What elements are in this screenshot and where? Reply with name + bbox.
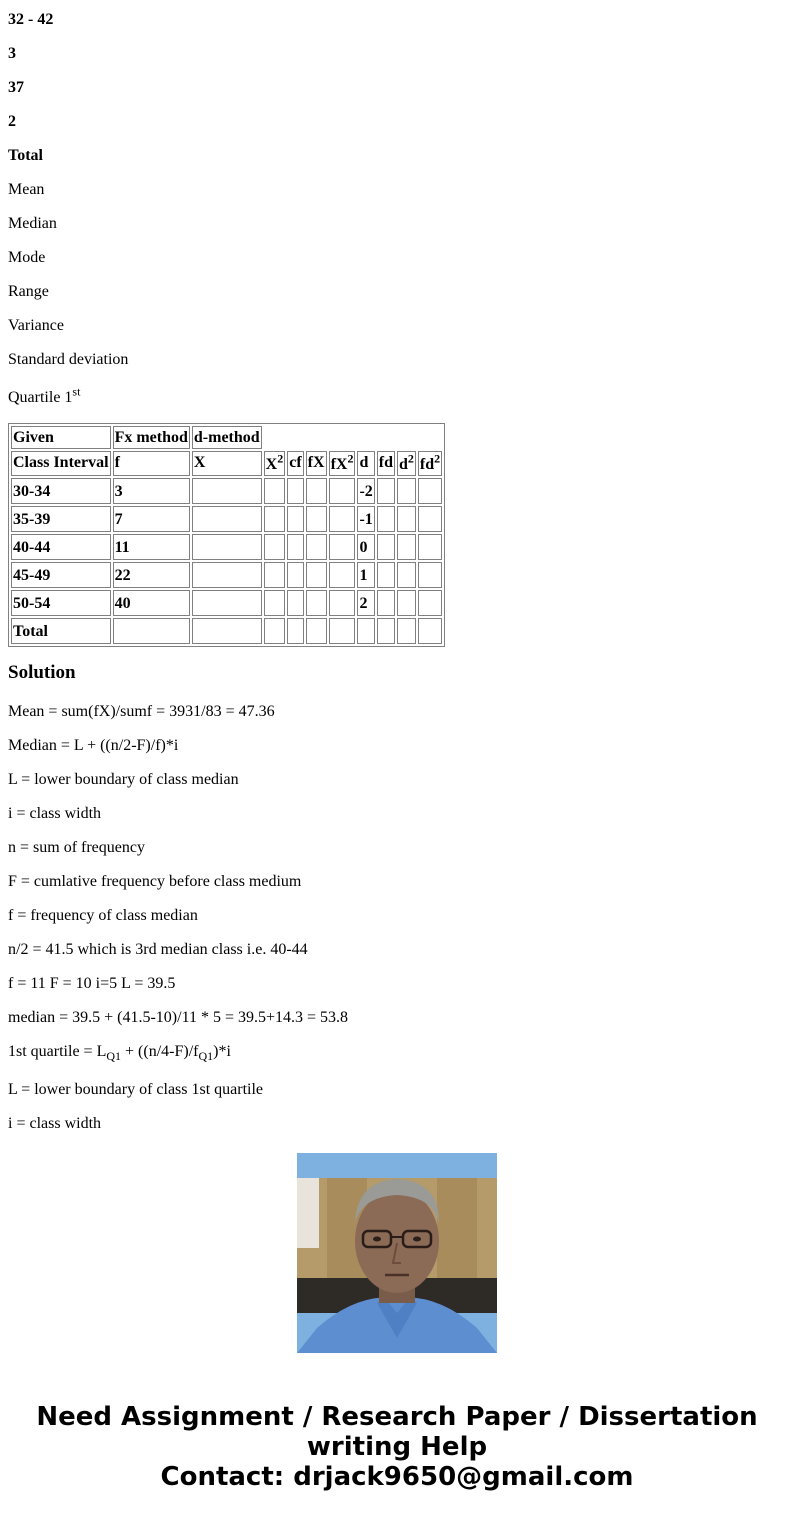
banner-contact-email: Contact: drjack9650@gmail.com [160,1462,634,1492]
n-definition: n = sum of frequency [8,839,145,856]
cell-x [192,590,262,616]
cell-x [192,534,262,560]
cell-x2 [264,478,286,504]
cell-interval: 50-54 [11,590,111,616]
n-half-line: n/2 = 41.5 which is 3rd median class i.e. 40-44 [8,941,308,958]
cell-fx2 [329,478,356,504]
cell-d2 [397,478,416,504]
cell-interval: Total [11,618,111,644]
header-fx: fX [306,451,327,476]
cell-x2 [264,506,286,532]
cell-cf [287,562,303,588]
cell-x2 [264,534,286,560]
cf-definition: F = cumlative frequency before class medium [8,873,302,890]
measure-mean: Mean [8,181,45,198]
cell-d2 [397,534,416,560]
quartile-sup: st [72,384,81,399]
header-empty [264,426,442,449]
measure-range: Range [8,283,49,300]
author-photo [297,1153,497,1353]
header-fd: fd [377,451,395,476]
cell-fx [306,478,327,504]
header-d2-base: d [399,456,408,473]
cell-fx [306,562,327,588]
cell-f: 40 [113,590,190,616]
header-x2-sup: 2 [277,451,284,466]
q1-sub: Q1 [198,1049,214,1064]
header-given: Given [11,426,111,449]
header-d: d [357,451,374,476]
cell-x [192,618,262,644]
q1-mid: + ((n/4-F)/f [121,1043,199,1060]
cell-fx [306,618,327,644]
cell-fd2 [418,618,442,644]
header-fx-method: Fx method [113,426,190,449]
header-x2-base: X [265,456,278,473]
header-fx2 [329,451,356,476]
cell-x [192,562,262,588]
cell-cf [287,506,303,532]
header-d2-sup: 2 [407,451,414,466]
table-row [11,590,442,616]
cell-fd [377,590,395,616]
measure-mode: Mode [8,249,46,266]
header-fx2-sup: 2 [347,451,354,466]
cell-f: 22 [113,562,190,588]
cell-fx2 [329,562,356,588]
cell-cf [287,478,303,504]
cell-fd2 [418,506,442,532]
header-cf: cf [287,451,303,476]
median-formula: Median = L + ((n/2-F)/f)*i [8,737,179,754]
l-definition: L = lower boundary of class median [8,771,239,788]
table-total-row [11,618,442,644]
cell-interval: 45-49 [11,562,111,588]
values-line: f = 11 F = 10 i=5 L = 39.5 [8,975,176,992]
cell-d: -1 [357,506,374,532]
cell-d2 [397,590,416,616]
f-definition: f = frequency of class median [8,907,198,924]
cell-f: 7 [113,506,190,532]
cell-fd2 [418,562,442,588]
q1-formula [8,1043,231,1064]
solution-heading: Solution [8,662,76,683]
cell-d: 2 [357,590,374,616]
cell-fx2 [329,618,356,644]
cell-fd2 [418,478,442,504]
cell-fx2 [329,506,356,532]
cell-fd [377,506,395,532]
median-calculation: median = 39.5 + (41.5-10)/11 * 5 = 39.5+14.3 = 53.8 [8,1009,349,1026]
banner-line-2: writing Help [306,1432,488,1462]
q1-i-definition: i = class width [8,1115,102,1132]
cell-fd [377,618,395,644]
text-line: 3 [8,45,16,62]
header-fd2-sup: 2 [434,451,441,466]
text-line: 32 - 42 [8,11,54,28]
header-x2 [264,451,286,476]
i-definition: i = class width [8,805,102,822]
table-header-row [11,451,442,476]
portrait-image [297,1153,497,1353]
cell-d: 1 [357,562,374,588]
header-fd2-base: fd [419,456,435,473]
cell-fd [377,534,395,560]
banner-line-1: Need Assignment / Research Paper / Dissertation [36,1402,758,1432]
cell-cf [287,534,303,560]
cell-cf [287,618,303,644]
cell-d2 [397,562,416,588]
cell-interval: 35-39 [11,506,111,532]
cell-d2 [397,618,416,644]
cell-cf [287,590,303,616]
text-line: 37 [8,79,24,96]
header-fd2 [418,451,442,476]
q1-prefix: 1st quartile = L [8,1043,107,1060]
cell-x2 [264,562,286,588]
cell-fx2 [329,534,356,560]
measure-variance: Variance [8,317,64,334]
text-line: Total [8,147,43,164]
cell-fx [306,590,327,616]
table-row [11,562,442,588]
header-fx2-base: fX [330,456,348,473]
header-class-interval: Class Interval [11,451,111,476]
cell-x [192,506,262,532]
measure-median: Median [8,215,57,232]
table-header-row [11,426,442,449]
measure-std-dev: Standard deviation [8,351,129,368]
q1-suffix: )*i [213,1043,231,1060]
document-content [8,0,788,1132]
cell-interval: 30-34 [11,478,111,504]
cell-x2 [264,618,286,644]
cell-x2 [264,590,286,616]
header-d2 [397,451,416,476]
cell-d2 [397,506,416,532]
text-line: 2 [8,113,16,130]
cell-fd [377,562,395,588]
table-row [11,478,442,504]
cell-fd2 [418,590,442,616]
cell-fd2 [418,534,442,560]
cell-fd [377,478,395,504]
cell-f [113,618,190,644]
header-f: f [113,451,190,476]
cell-d: -2 [357,478,374,504]
mean-line: Mean = sum(fX)/sumf = 3931/83 = 47.36 [8,703,275,720]
frequency-table [8,423,445,647]
cell-d: 0 [357,534,374,560]
header-x: X [192,451,262,476]
q1-sub: Q1 [106,1049,122,1064]
q1-l-definition: L = lower boundary of class 1st quartile [8,1081,264,1098]
header-d-method: d-method [192,426,262,449]
measure-quartile [8,384,81,407]
cell-f: 3 [113,478,190,504]
cell-fx2 [329,590,356,616]
cell-fx [306,534,327,560]
cell-f: 11 [113,534,190,560]
cell-d [357,618,374,644]
contact-banner [0,1402,794,1492]
cell-interval: 40-44 [11,534,111,560]
table-row [11,534,442,560]
quartile-label: Quartile 1 [8,389,73,406]
cell-fx [306,506,327,532]
cell-x [192,478,262,504]
table-row [11,506,442,532]
